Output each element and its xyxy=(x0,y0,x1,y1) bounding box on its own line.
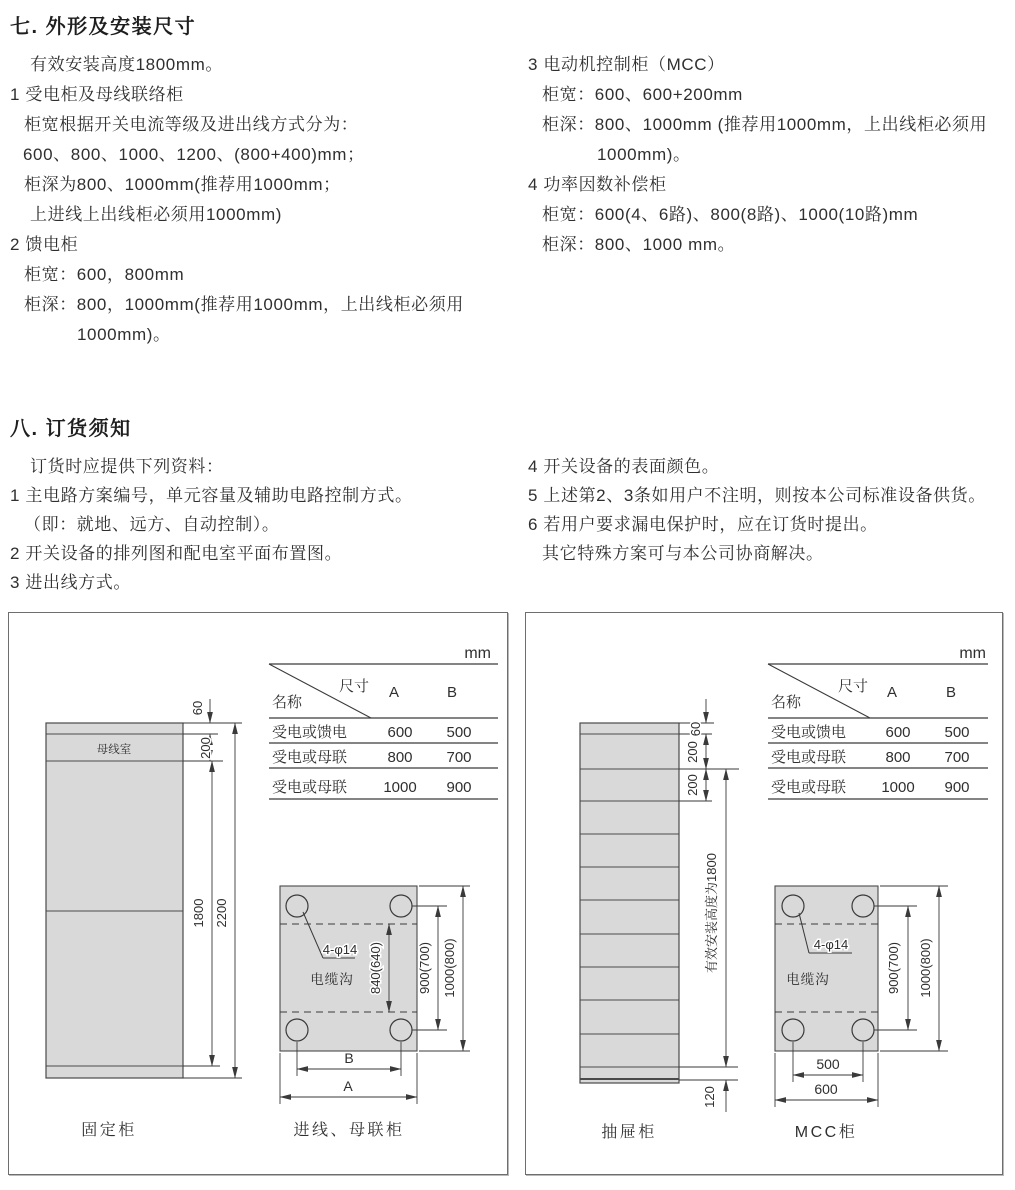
svg-text:600: 600 xyxy=(387,724,413,741)
right-diagram-panel xyxy=(525,612,1003,1175)
table-col-a: A xyxy=(388,684,400,701)
trench-label: 电缆沟 xyxy=(786,972,830,987)
text-line: 柜深：800，1000mm(推荐用1000mm，上出线柜必须用 xyxy=(24,295,464,314)
dim-120-label: 120 xyxy=(702,1086,717,1108)
text-line: 有效安装高度1800mm。 xyxy=(30,55,223,74)
text-line: 其它特殊方案可与本公司协商解决。 xyxy=(542,544,824,563)
dim-2200-label: 2200 xyxy=(214,898,229,928)
left-diagram xyxy=(9,613,507,1174)
mcc-trench-drawing xyxy=(775,886,878,1051)
svg-text:700: 700 xyxy=(446,749,472,766)
dim-mid-label: 900(700) xyxy=(886,941,901,995)
text-line: 1000mm)。 xyxy=(77,325,171,344)
table-header-name: 名称 xyxy=(770,694,802,711)
holes-callout-label: 4-φ14 xyxy=(813,937,849,952)
section8-left-column xyxy=(10,452,515,597)
table-row xyxy=(272,723,472,741)
cable-trench-drawing xyxy=(280,886,417,1051)
section7-right-column xyxy=(528,50,1015,260)
caption-mcc-cabinet: MCC柜 xyxy=(794,1124,858,1141)
dim-200-label: 200 xyxy=(198,737,213,759)
table-row xyxy=(272,748,472,766)
text-line: 4 功率因数补偿柜 xyxy=(528,175,667,194)
svg-text:700: 700 xyxy=(944,749,970,766)
dim-500-label: 500 xyxy=(816,1056,840,1072)
dim-mid-label: 900(700) xyxy=(417,941,432,995)
trench-label: 电缆沟 xyxy=(310,972,354,987)
text-line: 3 电动机控制柜（MCC） xyxy=(528,55,725,74)
text-line: 柜宽：600、600+200mm xyxy=(542,85,743,104)
table-row xyxy=(771,748,970,766)
text-line: 2 馈电柜 xyxy=(10,235,79,254)
table-row xyxy=(771,778,970,796)
dim-600-label: 600 xyxy=(814,1081,838,1097)
section8-right-column xyxy=(528,452,1015,568)
section7-title: 七. 外形及安装尺寸 xyxy=(10,16,197,38)
right-diagram xyxy=(526,613,1002,1174)
svg-text:1000: 1000 xyxy=(881,779,915,796)
dim-1800-label: 1800 xyxy=(191,898,206,928)
text-line: 柜深：800、1000 mm。 xyxy=(542,235,736,254)
text-line: 上进线上出线柜必须用1000mm) xyxy=(30,205,283,224)
text-line: 1 主电路方案编号，单元容量及辅助电路控制方式。 xyxy=(10,486,413,505)
table-header-dim: 尺寸 xyxy=(837,678,869,695)
dim-outer-label: 1000(800) xyxy=(442,938,457,998)
left-diagram-panel xyxy=(8,612,508,1175)
caption-fixed-cabinet: 固定柜 xyxy=(81,1122,137,1139)
svg-text:受电或母联: 受电或母联 xyxy=(272,749,348,766)
svg-text:800: 800 xyxy=(885,749,911,766)
svg-text:500: 500 xyxy=(446,724,472,741)
caption-incoming-buscoupler: 进线、母联柜 xyxy=(293,1122,405,1139)
caption-drawer-cabinet: 抽屉柜 xyxy=(601,1124,657,1141)
text-line: 4 开关设备的表面颜色。 xyxy=(528,457,720,476)
dim-b-label: B xyxy=(344,1050,354,1066)
dim-effective-height-label: 有效安装高度为1800 xyxy=(704,853,719,973)
section8-title: 八. 订货须知 xyxy=(10,418,132,440)
section7-left-column xyxy=(10,50,515,350)
table-col-b: B xyxy=(945,684,957,701)
busbar-room-label: 母线室 xyxy=(96,744,132,756)
drawer-cabinet-drawing xyxy=(580,723,679,1083)
dim-outer-label: 1000(800) xyxy=(918,938,933,998)
table-col-a: A xyxy=(886,684,898,701)
table-row xyxy=(771,723,970,741)
table-header-dim: 尺寸 xyxy=(338,678,370,695)
text-line: 1000mm)。 xyxy=(597,145,691,164)
dim-200-first-label: 200 xyxy=(685,741,700,763)
text-line: 柜宽：600(4、6路)、800(8路)、1000(10路)mm xyxy=(542,205,919,224)
svg-text:受电或馈电: 受电或馈电 xyxy=(771,724,847,741)
unit-label: mm xyxy=(464,645,491,662)
table-row xyxy=(272,778,472,796)
svg-text:受电或母联: 受电或母联 xyxy=(771,779,847,796)
svg-text:受电或母联: 受电或母联 xyxy=(272,779,348,796)
svg-text:900: 900 xyxy=(944,779,970,796)
dim-60-label: 60 xyxy=(190,700,205,716)
text-line: 订货时应提供下列资料： xyxy=(30,457,224,476)
holes-callout-label: 4-φ14 xyxy=(322,942,358,957)
text-line: 柜深：800、1000mm (推荐用1000mm，上出线柜必须用 xyxy=(542,115,988,134)
text-line: 5 上述第2、3条如用户不注明，则按本公司标准设备供货。 xyxy=(528,486,986,505)
text-line: 2 开关设备的排列图和配电室平面布置图。 xyxy=(10,544,343,563)
svg-text:受电或馈电: 受电或馈电 xyxy=(272,724,348,741)
svg-text:900: 900 xyxy=(446,779,472,796)
svg-text:600: 600 xyxy=(885,724,911,741)
svg-text:800: 800 xyxy=(387,749,413,766)
fixed-cabinet-drawing xyxy=(46,723,183,1078)
dim-a-label: A xyxy=(343,1078,353,1094)
svg-text:受电或母联: 受电或母联 xyxy=(771,749,847,766)
table-col-b: B xyxy=(446,684,458,701)
text-line: （即：就地、远方、自动控制）。 xyxy=(24,515,280,534)
dim-200-second-label: 200 xyxy=(685,774,700,796)
text-line: 600、800、1000、1200、(800+400)mm； xyxy=(23,145,365,164)
text-line: 柜宽：600，800mm xyxy=(24,265,185,284)
dim-60-label: 60 xyxy=(688,721,703,737)
text-line: 柜宽根据开关电流等级及进出线方式分为： xyxy=(24,115,359,134)
text-line: 柜深为800、1000mm(推荐用1000mm； xyxy=(24,175,341,194)
table-header-name: 名称 xyxy=(271,694,303,711)
text-line: 1 受电柜及母线联络柜 xyxy=(10,85,184,104)
unit-label: mm xyxy=(959,645,986,662)
dim-inner-label: 840(640) xyxy=(368,941,383,995)
svg-text:1000: 1000 xyxy=(383,779,417,796)
text-line: 3 进出线方式。 xyxy=(10,573,131,592)
svg-text:500: 500 xyxy=(944,724,970,741)
text-line: 6 若用户要求漏电保护时，应在订货时提出。 xyxy=(528,515,878,534)
